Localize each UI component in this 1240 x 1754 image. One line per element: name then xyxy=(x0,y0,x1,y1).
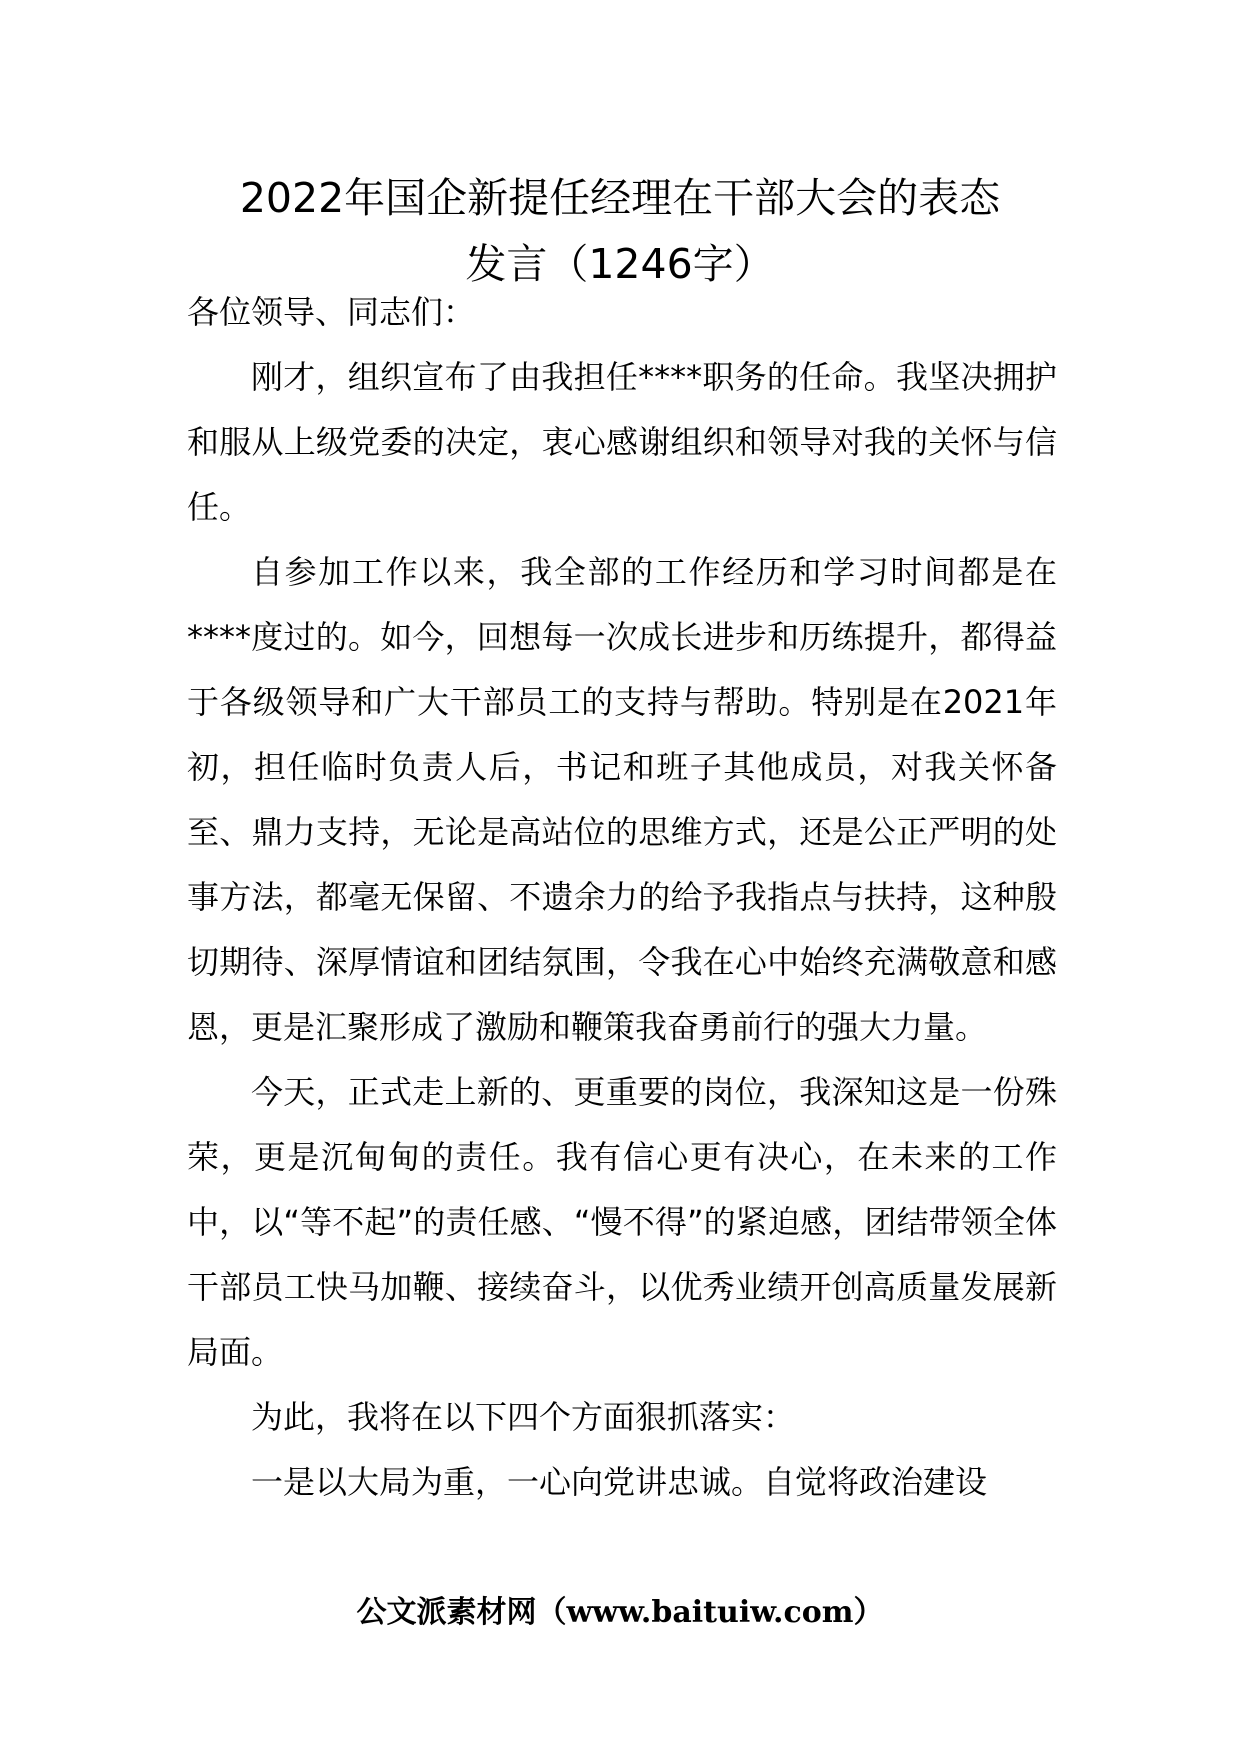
paragraph-3: 今天，正式走上新的、更重要的岗位，我深知这是一份殊荣，更是沉甸甸的责任。我有信心更有决心，在未来的工作中，以“等不起”的责任感、“慢不得”的紧迫感，团结带领全体干部员工快马加鞭、接续奋斗，以优秀业绩开创高质量发展新局面。 xyxy=(187,1073,1057,1371)
paragraph-1: 刚才，组织宣布了由我担任****职务的任命。我坚决拥护和服从上级党委的决定，衷心感谢组织和领导对我的关怀与信任。 xyxy=(187,358,1057,526)
document-title-line-2: 发言（1246字） xyxy=(465,240,775,288)
paragraph-4: 为此，我将在以下四个方面狠抓落实： xyxy=(251,1398,796,1436)
paragraph-2: 自参加工作以来，我全部的工作经历和学习时间都是在****度过的。如今，回想每一次成长进步和历练提升，都得益于各级领导和广大干部员工的支持与帮助。特别是在2021年初，担任临时负责人后，书记和班子其他成员，对我关怀备至、鼎力支持，无论是高站位的思维方式，还是公正严明的处事方法，都毫无保留、不遗余力的给予我指点与扶持，这种殷切期待、深厚情谊和团结氛围，令我在心中始终充满敬意和感恩，更是汇聚形成了激励和鞭策我奋勇前行的强大力量。 xyxy=(187,553,1057,1046)
document-title-line-1: 2022年国企新提任经理在干部大会的表态 xyxy=(239,174,1001,222)
salutation: 各位领导、同志们： xyxy=(187,293,476,331)
document-body xyxy=(187,280,1057,1515)
paragraph-5: 一是以大局为重，一心向党讲忠诚。自觉将政治建设 xyxy=(251,1463,988,1501)
footer-watermark: 公文派素材网（www.baituiw.com） xyxy=(356,1595,884,1630)
